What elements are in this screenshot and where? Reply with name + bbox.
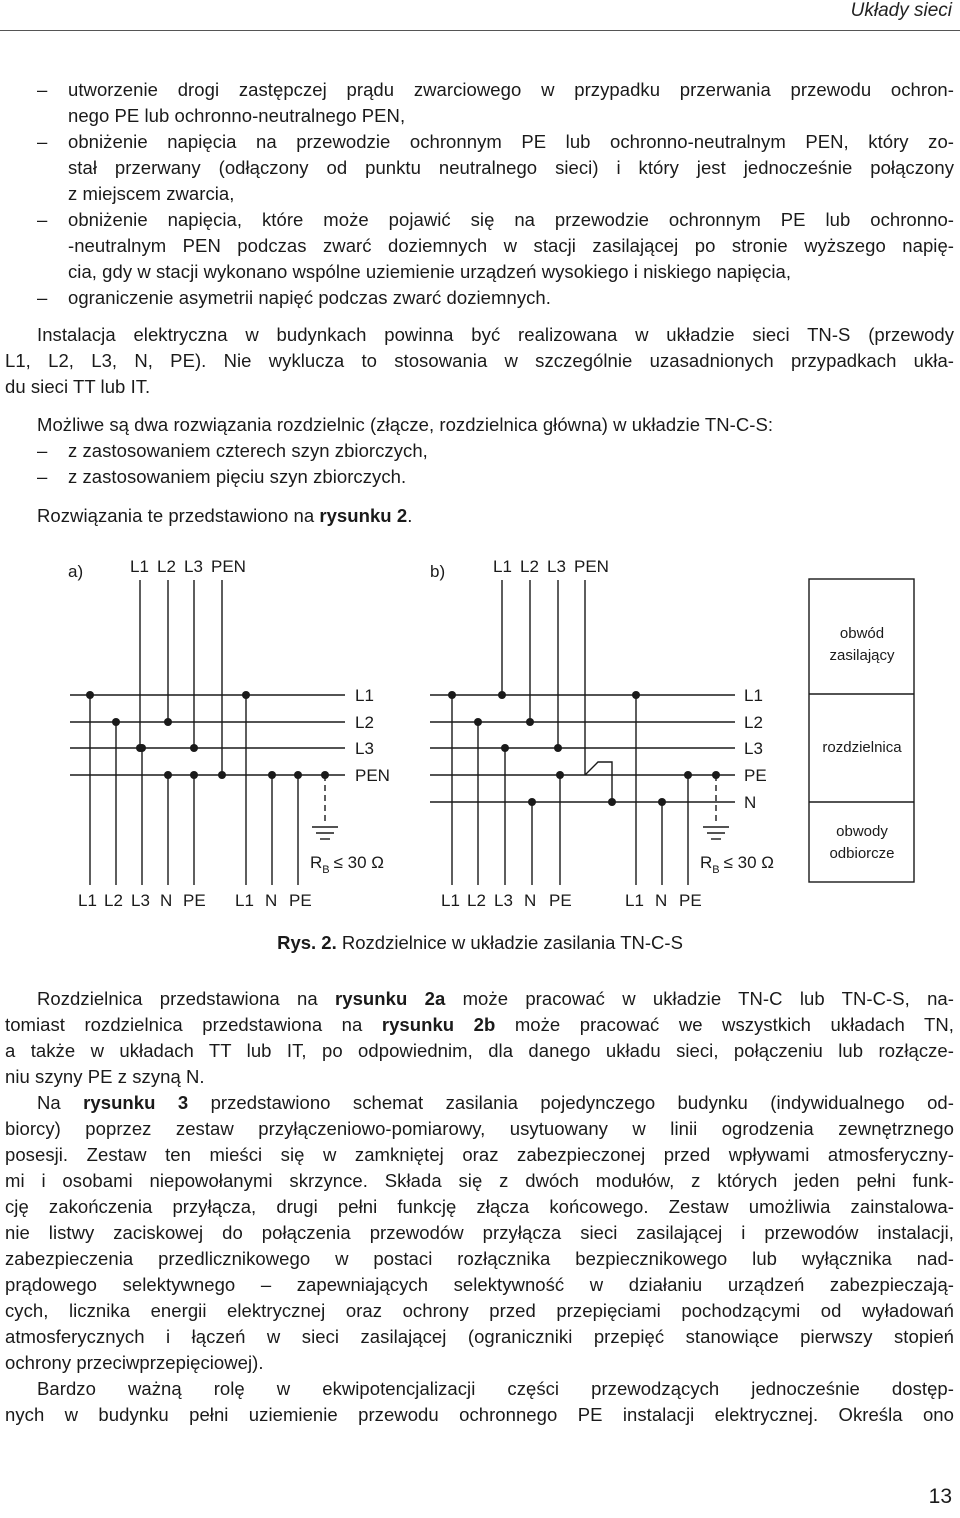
fig-b-top-label: L2 bbox=[520, 557, 539, 576]
fig-a-top-label: L2 bbox=[157, 557, 176, 576]
fig-a-bus-label: L1 bbox=[355, 686, 374, 705]
fig-a-bottom-label: N bbox=[265, 891, 278, 910]
bullet-line: utworzenie drogi zastępczej prądu zwarciowego w przypadku przerwania przewodu ochron- bbox=[68, 79, 954, 100]
fig-a-rb: $R_B \le 30$ Ω bbox=[310, 853, 385, 876]
fig-a-bottom-label: L1 bbox=[235, 891, 254, 910]
fig-a-top-label: L1 bbox=[130, 557, 149, 576]
header-rule bbox=[0, 30, 960, 31]
bullet-line: stał przerwany (odłączony od punktu neutralnego sieci) i który jest jednocześnie połączony bbox=[68, 157, 954, 178]
side-box-text bbox=[822, 625, 902, 862]
fig-b-bus-label: L3 bbox=[744, 739, 763, 758]
bullet-dash: – bbox=[37, 440, 48, 461]
figure-a-wiring bbox=[70, 580, 345, 885]
paragraph-line: zabezpieczenia przedlicznikowego w postaci rozłącznika bezpiecznikowego lub wyłącznika nad- bbox=[5, 1248, 954, 1269]
fig-a-bus-label: L2 bbox=[355, 713, 374, 732]
figure-text bbox=[68, 557, 774, 910]
paragraph-line: nie listwy zaciskowej do połączenia przewodów przyłącza sieci zasilającej i przewodów instalacji, bbox=[5, 1222, 954, 1243]
fig-a-label: a) bbox=[68, 562, 84, 581]
bullet-dash: – bbox=[37, 79, 48, 100]
bullet-dash: – bbox=[37, 209, 48, 230]
bullet-dash: – bbox=[37, 287, 48, 308]
paragraph-line: biorcy) poprzez zestaw przyłączeniowo-pomiarowy, usytuowany w linii ogrodzenia zewnętrznego bbox=[5, 1118, 954, 1139]
fig-a-bus-label: L3 bbox=[355, 739, 374, 758]
text-run: Rozwiązania te przedstawiono na bbox=[37, 505, 320, 526]
fig-b-top-label: PEN bbox=[574, 557, 609, 576]
paragraph-line: Instalacja elektryczna w budynkach powinna być realizowana w układzie sieci TN-S (przewody bbox=[37, 324, 954, 345]
paragraph-line: L1, L2, L3, N, PE). Nie wyklucza to stosowania w szczególnie uzasadnionych przypadkach ukła- bbox=[5, 350, 954, 371]
bullet-line: z miejscem zwarcia, bbox=[68, 183, 235, 204]
paragraph-line: Na rysunku 3 przedstawiono schemat zasilania pojedynczego budynku (indywidualnego od- bbox=[37, 1092, 954, 1113]
paragraph-line: tomiast rozdzielnica przedstawiona na rysunku 2b może pracować we wszystkich układach TN, bbox=[5, 1014, 954, 1035]
bullet-line: z zastosowaniem czterech szyn zbiorczych, bbox=[68, 440, 428, 461]
figure-rys2 bbox=[0, 540, 960, 930]
fig-b-bottom-label: PE bbox=[679, 891, 702, 910]
fig-b-bottom-label: L2 bbox=[467, 891, 486, 910]
paragraph-line: cję zakończenia przyłącza, drugi pełni funkcję złącza końcowego. Zestaw umożliwia zainstalowa- bbox=[5, 1196, 954, 1217]
figure-a-nodes bbox=[86, 691, 329, 779]
fig-a-bottom-label: PE bbox=[183, 891, 206, 910]
fig-a-bottom-label: L1 bbox=[78, 891, 97, 910]
side-box-label: odbiorcze bbox=[829, 845, 895, 862]
side-box-label: obwody bbox=[836, 823, 888, 840]
fig-b-bus-label: PE bbox=[744, 766, 767, 785]
paragraph-line: ochrony przeciwprzepięciowej). bbox=[5, 1352, 264, 1373]
fig-b-bus-label: L2 bbox=[744, 713, 763, 732]
caption-number: Rys. 2. bbox=[277, 932, 337, 953]
fig-a-bus-label: PEN bbox=[355, 766, 390, 785]
page-number: 13 bbox=[928, 1485, 952, 1508]
paragraph-line: Bardzo ważną rolę w ekwipotencjalizacji części przewodzących jednocześnie dostęp- bbox=[37, 1378, 954, 1399]
fig-b-bus-label: N bbox=[744, 793, 757, 812]
caption-text: Rozdzielnice w układzie zasilania TN-C-S bbox=[336, 932, 683, 953]
fig-b-top-label: L3 bbox=[547, 557, 566, 576]
fig-a-bottom-label: PE bbox=[289, 891, 312, 910]
paragraph-line: a także w układach TT lub IT, po odpowiednim, dla danego układu sieci, połączeniu lub rozłącze- bbox=[5, 1040, 954, 1061]
bullet-line: obniżenie napięcia, które może pojawić się na przewodzie ochronnym PE lub ochronno- bbox=[68, 209, 954, 230]
paragraph-line: nych w budynku pełni uziemienie przewodu ochronnego PE instalacji elektrycznej. Określa ono bbox=[5, 1404, 954, 1425]
bullet-dash: – bbox=[37, 466, 48, 487]
bullet-line: -neutralnym PEN podczas zwarć doziemnych w stacji zasilającej po stronie wyższego napię- bbox=[68, 235, 954, 256]
paragraph-line bbox=[37, 503, 412, 529]
bullet-dash: – bbox=[37, 131, 48, 152]
fig-b-rb: $R_B \le 30$ Ω bbox=[700, 853, 775, 876]
fig-b-bottom-label: N bbox=[655, 891, 668, 910]
fig-a-bottom-label: L3 bbox=[131, 891, 150, 910]
paragraph-line: mi i osobami niepowołanymi skrzynce. Składa się z dwóch modułów, z których jeden pełni funk- bbox=[5, 1170, 954, 1191]
header-title: Układy sieci bbox=[850, 0, 952, 21]
fig-a-bottom-label: N bbox=[160, 891, 173, 910]
paragraph-line: prądowego selektywnego – zapewniających selektywność w działaniu urządzeń zabezpieczają- bbox=[5, 1274, 954, 1295]
paragraph-line: Rozdzielnica przedstawiona na rysunku 2a może pracować w układzie TN-C lub TN-C-S, na- bbox=[37, 988, 954, 1009]
bullet-line: ograniczenie asymetrii napięć podczas zwarć doziemnych. bbox=[68, 287, 551, 308]
fig-b-bottom-label: PE bbox=[549, 891, 572, 910]
bullet-line: nego PE lub ochronno-neutralnego PEN, bbox=[68, 105, 406, 126]
fig-b-bottom-label: L3 bbox=[494, 891, 513, 910]
paragraph-line: atmosferycznych i łączeń w sieci zasilającej (ograniczniki przepięć stanowiące pierwszy stopień bbox=[5, 1326, 954, 1347]
bullet-line: z zastosowaniem pięciu szyn zbiorczych. bbox=[68, 466, 407, 487]
bullet-line: obniżenie napięcia na przewodzie ochronnym PE lub ochronno-neutralnym PEN, który zo- bbox=[68, 131, 954, 152]
paragraph-line: Możliwe są dwa rozwiązania rozdzielnic (złącze, rozdzielnica główna) w układzie TN-C-S: bbox=[37, 414, 774, 435]
side-box-label: rozdzielnica bbox=[822, 739, 902, 756]
paragraph-line: niu szyny PE z szyną N. bbox=[5, 1066, 205, 1087]
paragraph-line: posesji. Zestaw ten mieści się w zamkniętej oraz zabezpieczonej przed wpływami atmosferyczny- bbox=[5, 1144, 954, 1165]
fig-a-bottom-label: L2 bbox=[104, 891, 123, 910]
fig-b-bottom-label: L1 bbox=[441, 891, 460, 910]
page-header bbox=[0, 0, 960, 31]
figure-caption bbox=[0, 932, 960, 954]
text-run: . bbox=[407, 505, 413, 526]
paragraph-line: du sieci TT lub IT. bbox=[5, 376, 151, 397]
bullet-line: cia, gdy w stacji wykonano wspólne uziemienie urządzeń wysokiego i niskiego napięcia, bbox=[68, 261, 792, 282]
fig-b-bottom-label: L1 bbox=[625, 891, 644, 910]
fig-b-label: b) bbox=[430, 562, 446, 581]
side-box-label: zasilający bbox=[829, 647, 895, 664]
side-box-label: obwód bbox=[839, 625, 885, 642]
fig-b-top-label: L1 bbox=[493, 557, 512, 576]
fig-b-bottom-label: N bbox=[524, 891, 537, 910]
fig-a-top-label: L3 bbox=[184, 557, 203, 576]
figure-reference: rysunku 2 bbox=[319, 505, 408, 526]
fig-b-bus-label: L1 bbox=[744, 686, 763, 705]
fig-a-top-label: PEN bbox=[211, 557, 246, 576]
paragraph-line: cych, licznika energii elektrycznej oraz ochrony przed przepięciami pochodzącymi od wyładowań bbox=[5, 1300, 954, 1321]
